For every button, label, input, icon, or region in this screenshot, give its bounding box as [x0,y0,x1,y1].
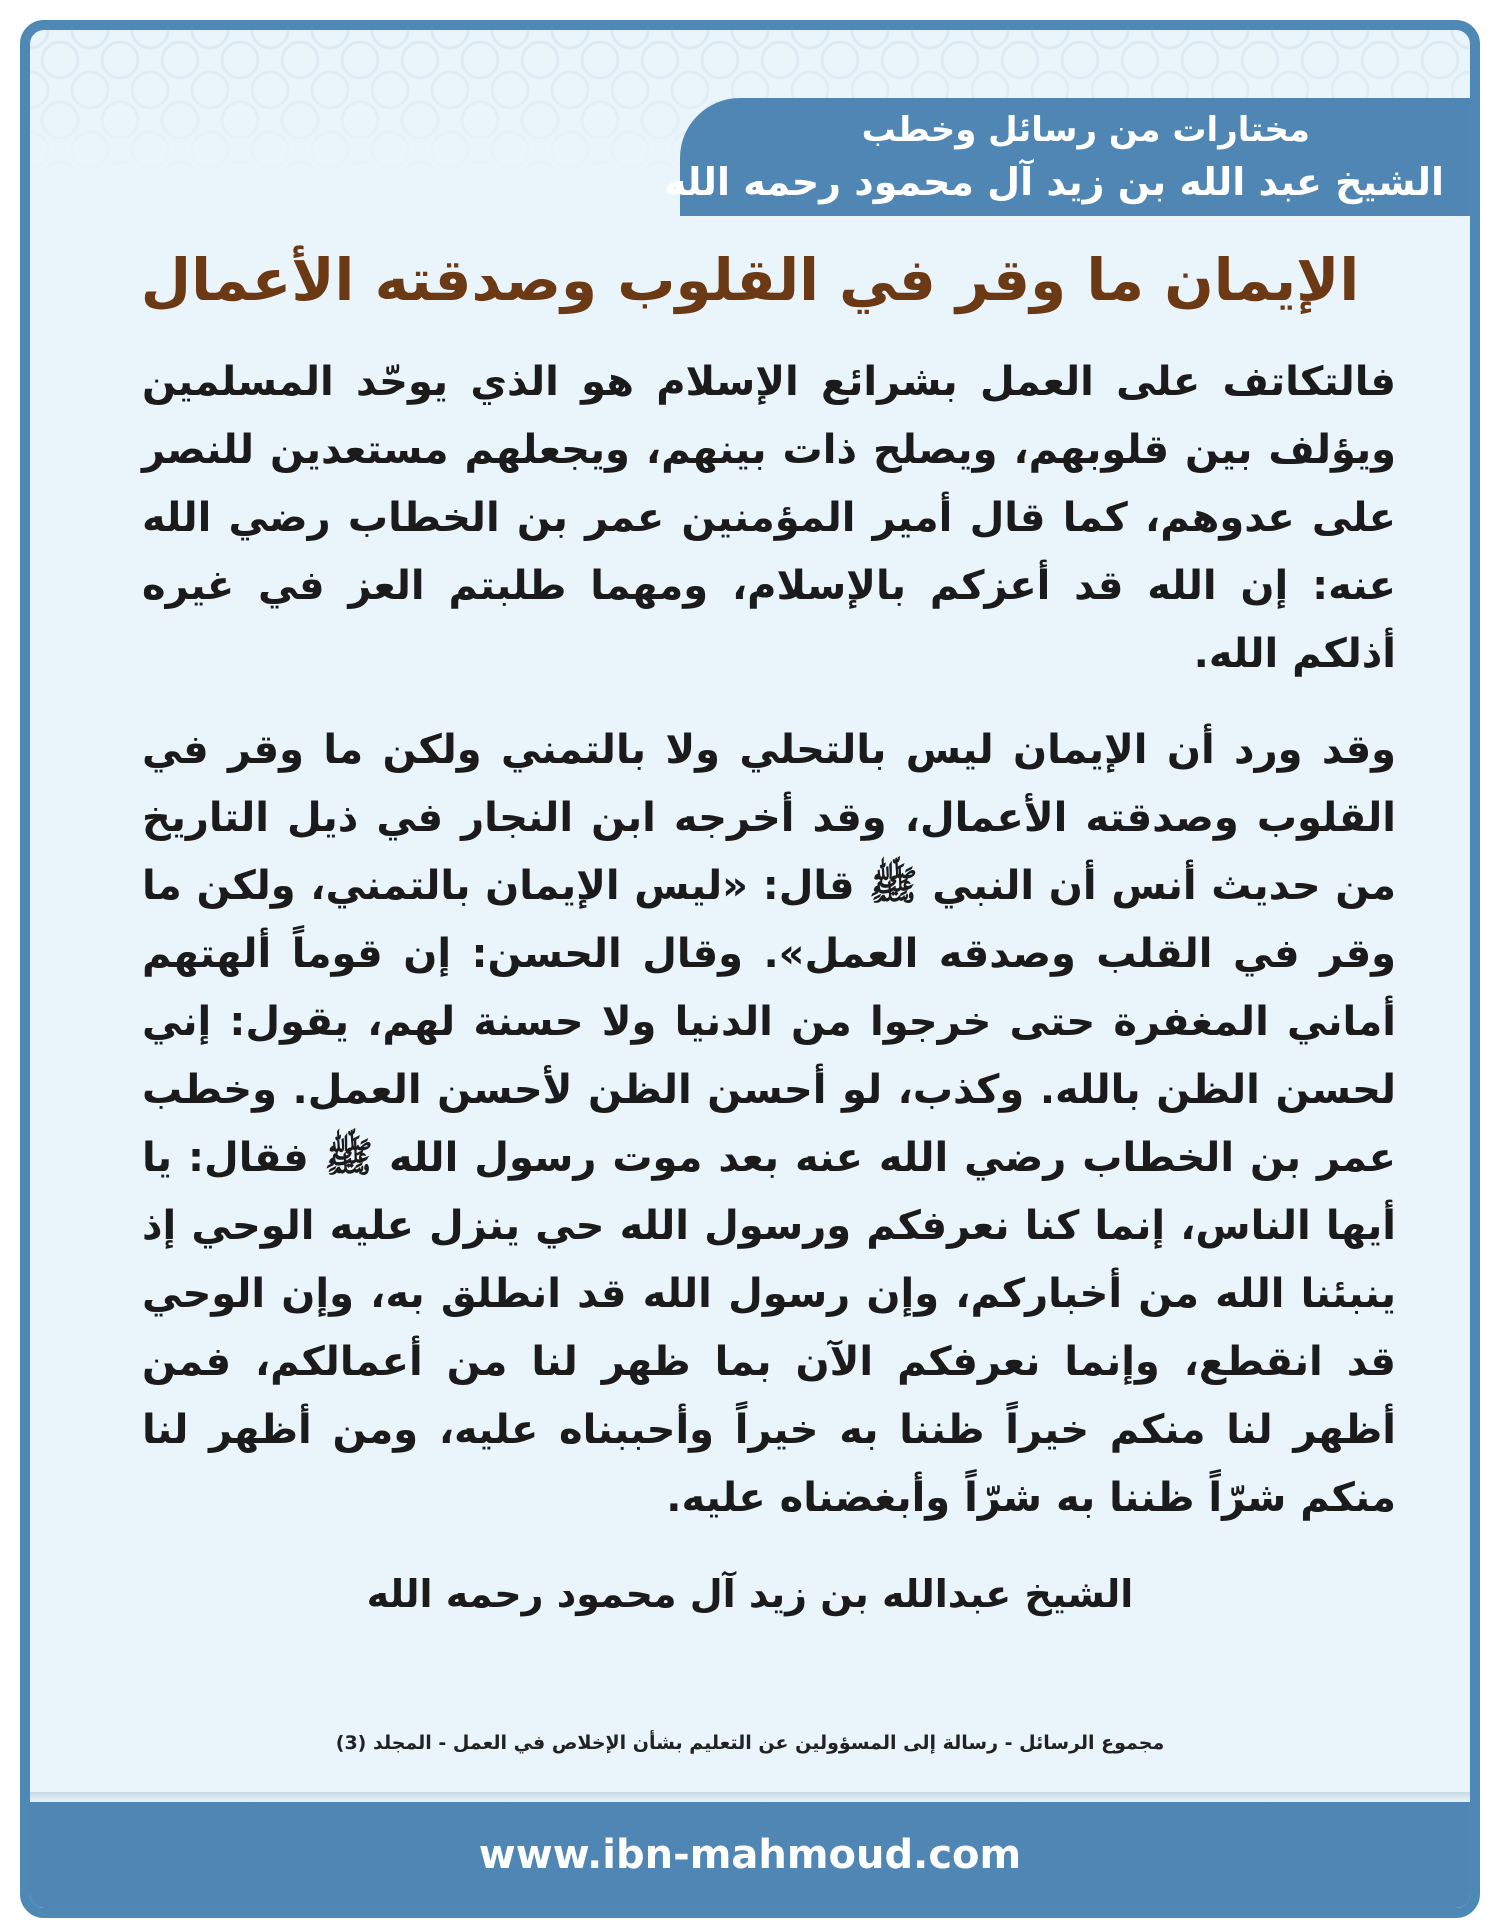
page-frame [20,20,1480,1918]
article-title: الإيمان ما وقر في القلوب وصدقته الأعمال [140,246,1360,314]
author-signature: الشيخ عبدالله بن زيد آل محمود رحمه الله [366,1572,1134,1616]
divider [30,1792,1470,1802]
footer-bar [30,1802,1470,1908]
source-citation: مجموع الرسائل - رسالة إلى المسؤولين عن التعليم بشأن الإخلاص في العمل - المجلد (3) [335,1732,1165,1754]
article-paragraph-2: وقد ورد أن الإيمان ليس بالتحلي ولا بالتمني ولكن ما وقر في القلوب وصدقته الأعمال، وقد أخرجه ابن النجار في ذيل التاريخ من حديث أنس أن النبي ﷺ قال: «ليس الإيمان بالتمني، ولكن ما وقر في القلب وصدقه العمل». وقال الحسن: إن قوماً ألهتهم أماني المغفرة حتى خرجوا من الدنيا ولا حسنة لهم، يقول: إني لحسن الظن بالله. وكذب، لو أحسن الظن لأحسن العمل. وخطب عمر بن الخطاب رضي الله عنه بعد موت رسول الله ﷺ فقال: يا أيها الناس، إنما كنا نعرفكم ورسول الله حي ينزل عليه الوحي إذ ينبئنا الله من أخباركم، وإن رسول الله قد انطلق به، وإن الوحي قد انقطع، وإنما نعرفكم الآن بما ظهر لنا من أعمالكم، فمن أظهر لنا منكم خيراً ظننا به خيراً وأحببناه عليه، ومن أظهر لنا منكم شرّاً ظننا به شرّاً وأبغضناه عليه. [142,727,1396,1521]
header-banner [664,98,1470,216]
header-author: الشيخ عبد الله بن زيد آل محمود رحمه الله [664,160,1444,204]
header-subtitle: مختارات من رسائل وخطب [861,110,1310,150]
website-link[interactable]: www.ibn-mahmoud.com [478,1832,1022,1878]
article-paragraph-1: فالتكاتف على العمل بشرائع الإسلام هو الذي يوحّد المسلمين ويؤلف بين قلوبهم، ويصلح ذات بينهم، ويجعلهم مستعدين للنصر على عدوهم، كما قال أمير المؤمنين عمر بن الخطاب رضي الله عنه: إن الله قد أعزكم بالإسلام، ومهما طلبتم العز في غيره أذلكم الله. [142,359,1396,677]
